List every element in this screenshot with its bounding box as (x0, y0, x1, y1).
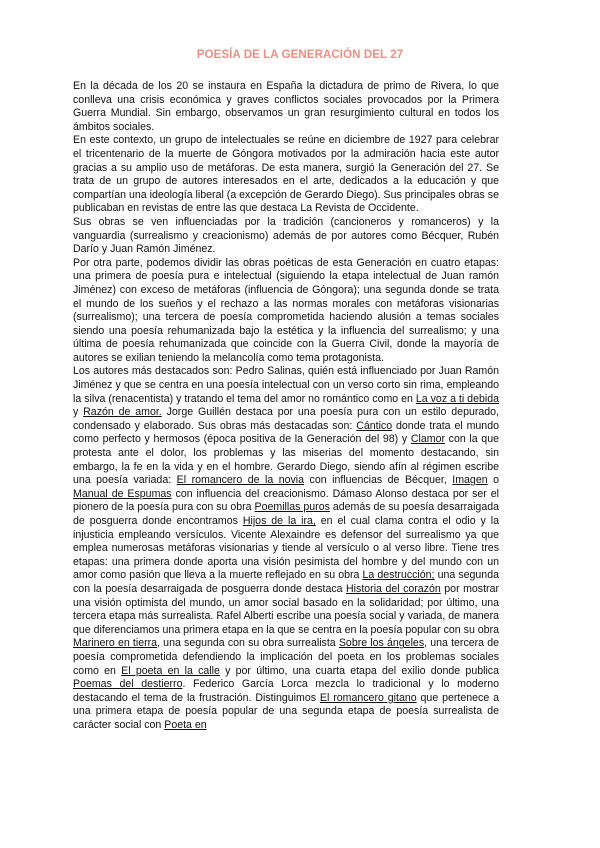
document-body (73, 80, 499, 733)
authors-text: donde trata el mundo como perfecto y hermosos (época positiva de la Generación del 98) y (73, 419, 499, 446)
work-title: El romancero de la novia (176, 474, 305, 487)
work-title: Imagen (452, 474, 488, 487)
paragraph-context: En la década de los 20 se instaura en España la dictadura de primo de Rivera, lo que conlleva una crisis económica y graves conflictos sociales provocados por la Primera Guerra Mundial. Sin embargo, observamos un gran resurgimiento cultural en todos los ámbitos sociales. (73, 80, 499, 133)
paragraph-stages: Por otra parte, podemos dividir las obras poéticas de esta Generación en cuatro etapas: una primera de poesía pura e intelectual (siguiendo la etapa intelectual de Juan ramón Jiménez) con exceso de metáforas (influencia de Góngora); una segunda donde se trata el mundo de los sueños y el rechazo a las normas morales con metáforas visionarias (surrealismo); una tercera de poesía comprometida haciendo alusión a temas sociales siendo una poesía rehumanizada bajo la estética y la influencia del surrealismo; y una última de poesía rehumanizada que coincide con la Guerra Civil, donde la mayoría de autores se exilian teniendo la melancolía como tema protagonista. (73, 256, 499, 364)
authors-text: una segunda con la poesía desarraigada de posguerra donde destaca (73, 569, 499, 595)
work-title: El poeta en la calle (121, 664, 220, 677)
paragraph-influences: Sus obras se ven influenciadas por la tradición (cancioneros y romanceros) y la vanguardia (surrealismo y creacionismo) además de por autores como Bécquer, Rubén Darío y Juan Ramón Jiménez. (73, 215, 499, 256)
work-title: Poeta en (164, 718, 207, 731)
work-title: Cántico (356, 419, 393, 432)
authors-text: y (73, 406, 84, 419)
work-title: Razón de amor. (83, 406, 162, 419)
authors-text: Jorge Guillén destaca por una poesía pura con un estilo depurado, condensado y elaborado. Sus obras más destacadas son: (73, 406, 499, 432)
work-title: La destrucción; (362, 569, 435, 582)
paragraph-origin: En este contexto, un grupo de intelectuales se reúne en diciembre de 1927 para celebrar el tricentenario de la muerte de Góngora motivados por la admiración hacia este autor gracias a su amplio uso de metáforas. De esta manera, surgió la Generación del 27. Se trata de un grupo de autores interesados en el arte, dedicados a la educación y que compartían una ideología liberal (a excepción de Gerardo Diego). Sus principales obras se publicaban en revistas de entre las que destaca La Revista de Occidente. (73, 134, 499, 215)
authors-text: o (487, 474, 499, 487)
authors-text: por mostrar una visión optimista del mundo, un amor social basado en la solidaridad; por último, una tercera etapa más surrealista. Rafel Alberti escribe una poesía social y variada, de manera que diferenciamos una primera etapa en la que se centra en la poesía popular con su obra (73, 582, 499, 636)
authors-text: y por último, una cuarta etapa del exilio donde publica (219, 664, 499, 677)
work-title: Clamor (410, 433, 445, 446)
authors-text: con la que protesta ante el dolor, los problemas y las miserias del momento destacando, sin embargo, la fe en la vida y en el hombre. Gerardo Diego, siendo afín al régimen escribe una poesía variada: (73, 433, 499, 487)
work-title: Poemas del destierro (73, 678, 183, 691)
authors-text: que pertenece a una primera etapa de poesía popular de una segunda etapa de poesía surrealista de carácter social con (73, 691, 500, 731)
work-title: Manual de Espumas (73, 487, 172, 500)
authors-text: , una segunda con su obra surrealista (157, 637, 339, 650)
authors-text: , una tercera de poesía comprometida defendiendo la implicación del poeta en los problemas sociales como en (73, 637, 500, 677)
work-title: Sobre los ángeles (338, 637, 425, 650)
work-title: Hijos de la ira, (242, 515, 316, 527)
work-title: La voz a ti debida (415, 392, 499, 405)
work-title: Poemillas puros (254, 501, 330, 514)
work-title: Marinero en tierra (73, 637, 158, 650)
authors-text: con influencias de Bécquer, (304, 474, 453, 487)
authors-text: Los autores más destacados son: Pedro Salinas, quién está influenciado por Juan Ramón Jiménez y que se centra en una poesía intelectual con un verso corto sin rima, empleando la silva (renacentista) y tratando el tema del amor no romántico como en (73, 365, 499, 405)
work-title: El romancero gitano (319, 691, 417, 704)
authors-text: en el cual clama contra el odio y la injusticia empleando versículos. Vicente Alexaindre es defensor del surrealismo ya que emplea numerosas metáforas visionarias y tiende al versículo o al verso libre. Tiene tres etapas: una primera donde aporta una visión pesimista del hombre y del mundo con un amor como pasión que lleva a la muerte reflejado en su obra (73, 515, 499, 582)
document-title: POESÍA DE LA GENERACIÓN DEL 27 (196, 49, 404, 61)
work-title: Historia del corazón (346, 582, 441, 595)
authors-text: además de su poesía desarraigada de posguerra donde encontramos (73, 501, 499, 527)
paragraph-authors (73, 365, 499, 732)
authors-text: . Federico García Lorca mezcla lo tradicional y lo moderno destacando el tema de la frustración. Distinguimos (73, 678, 499, 704)
authors-text: con influencia del creacionismo. Dámaso Alonso destaca por ser el pionero de la poesía pura con su obra (73, 487, 499, 514)
